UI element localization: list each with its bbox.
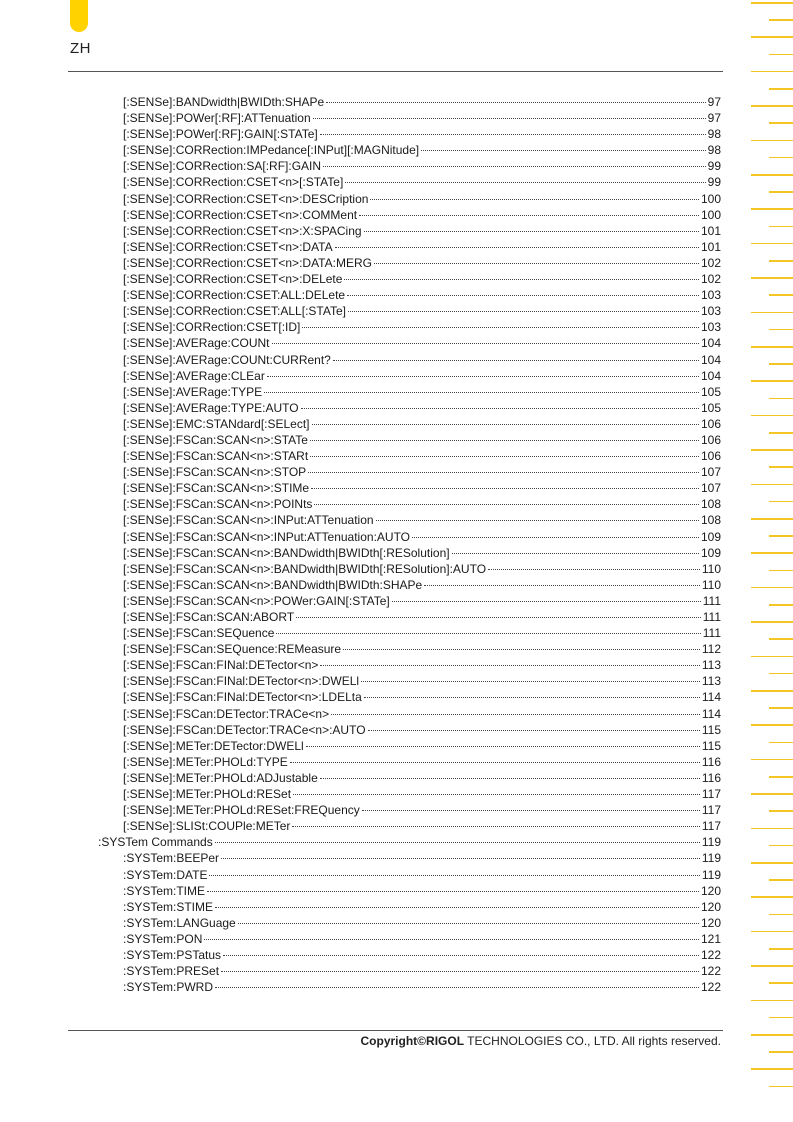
- toc-entry-title: :SYSTem:PSTatus: [123, 947, 222, 962]
- toc-entry-title: [:SENSe]:BANDwidth|BWIDth:SHAPe: [123, 95, 325, 109]
- toc-leader-dots: [361, 680, 700, 682]
- toc-entry[interactable]: [98, 770, 721, 786]
- toc-entry-title: [:SENSe]:FSCan:SEQuence: [123, 626, 275, 641]
- toc-entry[interactable]: [98, 561, 721, 577]
- toc-entry-title: [:SENSe]:CORRection:CSET:ALL[:STATe]: [123, 304, 346, 319]
- toc-entry[interactable]: [98, 931, 721, 947]
- toc-leader-dots: [364, 230, 699, 232]
- toc-leader-dots: [376, 519, 699, 521]
- toc-entry-title: [:SENSe]:FSCan:SCAN<n>:STATe: [123, 432, 308, 447]
- toc-page-number: 122: [700, 964, 721, 979]
- toc-entry[interactable]: [98, 689, 721, 705]
- toc-leader-dots: [207, 890, 699, 892]
- edge-tick: [751, 552, 793, 554]
- toc-entry[interactable]: [98, 319, 721, 335]
- edge-tick: [751, 690, 793, 692]
- edge-tick: [769, 879, 793, 881]
- toc-entry-title: [:SENSe]:FSCan:SCAN<n>:BANDwidth|BWIDth[:RESolution]: [123, 545, 450, 560]
- toc-page-number: 99: [707, 175, 721, 190]
- toc-leader-dots: [370, 198, 699, 200]
- toc-page-number: 122: [700, 947, 721, 962]
- toc-leader-dots: [313, 117, 706, 119]
- edge-tick: [769, 1051, 793, 1053]
- toc-page-number: 116: [701, 754, 721, 769]
- toc-entry-title: [:SENSe]:EMC:STANdard[:SELect]: [123, 416, 310, 431]
- toc-leader-dots: [301, 407, 699, 409]
- toc-entry-title: [:SENSe]:FSCan:SCAN<n>:BANDwidth|BWIDth:SHAPe: [123, 577, 423, 592]
- toc-page-number: 98: [707, 127, 721, 142]
- toc-page-number: 106: [700, 449, 721, 464]
- toc-entry-title: [:SENSe]:CORRection:CSET<n>:DELete: [123, 272, 343, 287]
- toc-entry-title: [:SENSe]:FSCan:SCAN<n>:POWer:GAIN[:STATe]: [123, 593, 390, 608]
- edge-tick: [751, 243, 793, 245]
- edge-tick: [751, 656, 793, 658]
- toc-page-number: 113: [701, 674, 721, 689]
- toc-page-number: 100: [700, 191, 721, 206]
- page-edge-ticks: [743, 0, 793, 1122]
- toc-page-number: 120: [700, 883, 721, 898]
- toc-entry[interactable]: [98, 384, 721, 400]
- edge-tick: [751, 724, 793, 726]
- edge-tick: [769, 294, 793, 296]
- toc-leader-dots: [347, 294, 699, 296]
- toc-page-number: 119: [701, 835, 721, 850]
- toc-page-number: 102: [700, 272, 721, 287]
- edge-tick: [769, 329, 793, 331]
- toc-page-number: 103: [700, 288, 721, 303]
- edge-tick: [769, 742, 793, 744]
- toc-entry[interactable]: [98, 255, 721, 271]
- toc-page-number: 108: [700, 497, 721, 512]
- toc-entry-title: [:SENSe]:AVERage:COUNt:CURRent?: [123, 352, 331, 367]
- toc-leader-dots: [221, 857, 700, 859]
- toc-entry-title: [:SENSe]:AVERage:CLEar: [123, 368, 265, 383]
- edge-tick: [751, 896, 793, 898]
- edge-tick: [769, 19, 793, 21]
- toc-leader-dots: [267, 375, 699, 377]
- toc-entry[interactable]: [98, 673, 721, 689]
- toc-page-number: 101: [700, 239, 721, 254]
- toc-entry[interactable]: [98, 625, 721, 641]
- toc-leader-dots: [392, 600, 701, 602]
- toc-entry-title: [:SENSe]:FSCan:FINal:DETector<n>:LDELta: [123, 690, 362, 705]
- edge-tick: [751, 828, 793, 830]
- toc-entry-title: [:SENSe]:FSCan:SCAN<n>:STARt: [123, 449, 309, 464]
- toc-entry[interactable]: [98, 947, 721, 963]
- toc-entry-title: :SYSTem:STIME: [123, 899, 214, 914]
- toc-entry[interactable]: [98, 867, 721, 883]
- toc-entry-title: [:SENSe]:FSCan:SCAN<n>:POINts: [123, 497, 313, 512]
- edge-tick: [769, 810, 793, 812]
- toc-leader-dots: [314, 503, 699, 505]
- toc-entry[interactable]: [98, 191, 721, 207]
- toc-leader-dots: [302, 326, 699, 328]
- edge-tick: [769, 1017, 793, 1019]
- toc-entry[interactable]: [98, 142, 721, 158]
- toc-page-number: 104: [700, 368, 721, 383]
- toc-entry-title: [:SENSe]:AVERage:COUNt: [123, 336, 270, 351]
- toc-entry-title: :SYSTem:LANGuage: [123, 915, 236, 930]
- edge-tick: [769, 1086, 793, 1088]
- copyright-notice: [361, 1034, 721, 1048]
- toc-entry[interactable]: [98, 416, 721, 432]
- toc-page-number: 117: [701, 819, 721, 834]
- toc-entry[interactable]: [98, 223, 721, 239]
- toc-page-number: 101: [700, 223, 721, 238]
- edge-tick: [751, 380, 793, 382]
- toc-leader-dots: [452, 552, 699, 554]
- edge-tick: [751, 415, 793, 417]
- toc-page-number: 117: [701, 787, 721, 802]
- toc-leader-dots: [331, 713, 700, 715]
- toc-page-number: 105: [700, 400, 721, 415]
- toc-page-number: 113: [701, 658, 721, 673]
- edge-tick: [769, 638, 793, 640]
- toc-entry-title: [:SENSe]:CORRection:CSET<n>:DATA: [123, 239, 333, 254]
- toc-entry-title: [:SENSe]:CORRection:CSET[:ID]: [123, 320, 301, 335]
- toc-entry[interactable]: [98, 818, 721, 834]
- toc-leader-dots: [264, 391, 699, 393]
- edge-tick: [751, 759, 793, 761]
- toc-page-number: 108: [700, 513, 721, 528]
- toc-page-number: 103: [700, 320, 721, 335]
- toc-entry[interactable]: [98, 786, 721, 802]
- toc-leader-dots: [272, 342, 699, 344]
- toc-entry[interactable]: [98, 512, 721, 528]
- toc-leader-dots: [345, 181, 705, 183]
- toc-page-number: 103: [700, 304, 721, 319]
- toc-page-number: 106: [700, 432, 721, 447]
- toc-entry[interactable]: [98, 496, 721, 512]
- table-of-contents: [98, 94, 721, 995]
- toc-page-number: 109: [700, 545, 721, 560]
- toc-page-number: 115: [701, 722, 721, 737]
- toc-leader-dots: [344, 278, 699, 280]
- edge-tick: [751, 965, 793, 967]
- toc-entry-title: [:SENSe]:POWer[:RF]:GAIN[:STATe]: [123, 127, 318, 142]
- toc-entry-title: [:SENSe]:CORRection:SA[:RF]:GAIN: [123, 159, 322, 174]
- edge-tick: [769, 501, 793, 503]
- toc-entry[interactable]: [98, 400, 721, 416]
- toc-entry[interactable]: [98, 448, 721, 464]
- toc-page-number: 107: [700, 481, 721, 496]
- edge-tick: [769, 122, 793, 124]
- toc-leader-dots: [209, 874, 699, 876]
- edge-tick: [769, 707, 793, 709]
- toc-page-number: 97: [707, 95, 721, 109]
- edge-tick: [769, 914, 793, 916]
- copyright-prefix: Copyright©: [360, 1034, 427, 1048]
- header-divider: [68, 71, 723, 72]
- toc-leader-dots: [320, 664, 699, 666]
- toc-page-number: 115: [701, 738, 721, 753]
- toc-leader-dots: [323, 165, 706, 167]
- edge-tick: [751, 1000, 793, 1002]
- toc-entry[interactable]: [98, 480, 721, 496]
- toc-page-number: 114: [701, 690, 721, 705]
- toc-entry-title: [:SENSe]:METer:PHOLd:ADJustable: [123, 770, 318, 785]
- toc-entry[interactable]: [98, 577, 721, 593]
- edge-tick: [751, 484, 793, 486]
- toc-entry[interactable]: [98, 545, 721, 561]
- edge-tick: [769, 363, 793, 365]
- toc-leader-dots: [424, 584, 700, 586]
- edge-tick: [751, 140, 793, 142]
- toc-page-number: 119: [701, 867, 721, 882]
- edge-tick: [769, 982, 793, 984]
- section-tab-marker: [70, 0, 88, 32]
- toc-entry-title: [:SENSe]:CORRection:CSET<n>:DATA:MERG: [123, 255, 372, 270]
- toc-leader-dots: [364, 696, 700, 698]
- toc-entry-title: [:SENSe]:METer:DETector:DWELl: [123, 738, 304, 753]
- toc-entry[interactable]: [98, 368, 721, 384]
- edge-tick: [769, 535, 793, 537]
- toc-page-number: 97: [707, 111, 721, 126]
- edge-tick: [769, 191, 793, 193]
- toc-entry-title: :SYSTem:DATE: [123, 867, 208, 882]
- toc-page-number: 116: [701, 770, 721, 785]
- language-label: ZH: [70, 40, 91, 57]
- toc-leader-dots: [296, 616, 701, 618]
- toc-entry-title: :SYSTem:TIME: [123, 883, 206, 898]
- toc-leader-dots: [223, 954, 699, 956]
- toc-entry[interactable]: [98, 94, 721, 110]
- toc-page-number: 111: [702, 610, 721, 624]
- edge-tick: [769, 604, 793, 606]
- toc-leader-dots: [343, 648, 700, 650]
- toc-entry[interactable]: [98, 287, 721, 303]
- edge-tick: [751, 277, 793, 279]
- toc-page-number: 117: [701, 803, 721, 818]
- toc-leader-dots: [348, 310, 699, 312]
- toc-leader-dots: [374, 262, 699, 264]
- toc-entry-title: [:SENSe]:CORRection:CSET<n>[:STATe]: [123, 175, 344, 190]
- toc-entry[interactable]: [98, 352, 721, 368]
- toc-page-number: 109: [700, 529, 721, 544]
- toc-entry[interactable]: [98, 609, 721, 625]
- toc-page-number: 120: [700, 899, 721, 914]
- toc-entry[interactable]: [98, 706, 721, 722]
- copyright-rest: TECHNOLOGIES CO., LTD. All rights reserved.: [464, 1034, 721, 1048]
- toc-entry[interactable]: [98, 883, 721, 899]
- toc-entry-title: [:SENSe]:METer:PHOLd:RESet:FREQuency: [123, 803, 360, 818]
- toc-page-number: 110: [701, 577, 721, 592]
- toc-leader-dots: [488, 568, 700, 570]
- toc-leader-dots: [412, 536, 699, 538]
- toc-leader-dots: [306, 745, 700, 747]
- toc-entry[interactable]: [98, 158, 721, 174]
- toc-entry[interactable]: [98, 174, 721, 190]
- edge-tick: [751, 312, 793, 314]
- toc-entry-title: [:SENSe]:CORRection:CSET:ALL:DELete: [123, 288, 346, 303]
- edge-tick: [751, 587, 793, 589]
- toc-entry[interactable]: [98, 303, 721, 319]
- toc-entry-title: [:SENSe]:FSCan:DETector:TRACe<n>:AUTO: [123, 722, 366, 737]
- edge-tick: [751, 1034, 793, 1036]
- toc-entry-title: [:SENSe]:FSCan:SCAN<n>:INPut:ATTenuation: [123, 513, 374, 528]
- toc-leader-dots: [421, 149, 706, 151]
- edge-tick: [769, 260, 793, 262]
- edge-tick: [769, 226, 793, 228]
- toc-page-number: 114: [701, 706, 721, 721]
- edge-tick: [769, 157, 793, 159]
- toc-entry-title: :SYSTem Commands: [98, 835, 213, 850]
- edge-tick: [751, 105, 793, 107]
- toc-entry-title: [:SENSe]:CORRection:CSET<n>:X:SPACing: [123, 223, 362, 238]
- toc-page-number: 121: [700, 931, 721, 946]
- toc-leader-dots: [276, 632, 700, 634]
- toc-page-number: 111: [702, 626, 721, 641]
- toc-entry-title: [:SENSe]:AVERage:TYPE: [123, 384, 263, 399]
- toc-entry-title: :SYSTem:PON: [123, 931, 203, 946]
- toc-entry[interactable]: [98, 432, 721, 448]
- toc-entry-title: [:SENSe]:CORRection:CSET<n>:COMMent: [123, 207, 358, 222]
- edge-tick: [751, 71, 793, 73]
- toc-entry-title: [:SENSe]:METer:PHOLd:TYPE: [123, 754, 288, 769]
- edge-tick: [769, 54, 793, 56]
- toc-leader-dots: [320, 133, 706, 135]
- edge-tick: [769, 88, 793, 90]
- edge-tick: [769, 845, 793, 847]
- toc-leader-dots: [238, 922, 699, 924]
- toc-entry[interactable]: [98, 963, 721, 979]
- toc-leader-dots: [221, 970, 699, 972]
- toc-entry[interactable]: [98, 126, 721, 142]
- edge-tick: [751, 621, 793, 623]
- toc-entry-title: [:SENSe]:FSCan:DETector:TRACe<n>: [123, 706, 330, 721]
- toc-entry-title: [:SENSe]:POWer[:RF]:ATTenuation: [123, 111, 311, 126]
- toc-entry-title: [:SENSe]:FSCan:SCAN:ABORT: [123, 610, 295, 624]
- toc-leader-dots: [320, 777, 700, 779]
- toc-leader-dots: [326, 101, 705, 103]
- toc-leader-dots: [311, 487, 699, 489]
- toc-leader-dots: [293, 793, 700, 795]
- toc-entry[interactable]: [98, 110, 721, 126]
- toc-entry[interactable]: [98, 529, 721, 545]
- toc-entry[interactable]: [98, 915, 721, 931]
- toc-page-number: 112: [701, 642, 721, 657]
- toc-entry[interactable]: [98, 754, 721, 770]
- toc-leader-dots: [335, 246, 699, 248]
- toc-leader-dots: [308, 471, 699, 473]
- edge-tick: [751, 36, 793, 38]
- toc-entry-title: [:SENSe]:FSCan:SEQuence:REMeasure: [123, 642, 342, 657]
- toc-page-number: 111: [702, 593, 721, 608]
- toc-entry-title: [:SENSe]:FSCan:SCAN<n>:STOP: [123, 465, 307, 480]
- edge-tick: [751, 449, 793, 451]
- toc-leader-dots: [215, 906, 699, 908]
- toc-entry[interactable]: [98, 738, 721, 754]
- toc-page-number: 105: [700, 384, 721, 399]
- toc-section-entry[interactable]: [98, 834, 721, 850]
- toc-entry[interactable]: [98, 207, 721, 223]
- edge-tick: [769, 673, 793, 675]
- toc-entry[interactable]: [98, 850, 721, 866]
- edge-tick: [751, 1068, 793, 1070]
- edge-tick: [751, 931, 793, 933]
- toc-page-number: 104: [700, 352, 721, 367]
- toc-leader-dots: [368, 729, 700, 731]
- toc-entry-title: [:SENSe]:FSCan:SCAN<n>:BANDwidth|BWIDth[:RESolution]:AUTO: [123, 561, 487, 576]
- edge-tick: [751, 174, 793, 176]
- toc-leader-dots: [290, 761, 700, 763]
- toc-entry[interactable]: [98, 464, 721, 480]
- toc-leader-dots: [362, 809, 700, 811]
- toc-page-number: 99: [707, 159, 721, 174]
- toc-leader-dots: [333, 359, 699, 361]
- toc-page-number: 106: [700, 416, 721, 431]
- edge-tick: [769, 398, 793, 400]
- toc-leader-dots: [310, 455, 699, 457]
- toc-entry-title: [:SENSe]:FSCan:SCAN<n>:STIMe: [123, 481, 310, 496]
- toc-page-number: 107: [700, 465, 721, 480]
- toc-entry-title: [:SENSe]:AVERage:TYPE:AUTO: [123, 400, 299, 415]
- toc-entry[interactable]: [98, 899, 721, 915]
- edge-tick: [751, 518, 793, 520]
- edge-tick: [751, 793, 793, 795]
- toc-leader-dots: [359, 214, 699, 216]
- toc-leader-dots: [310, 439, 699, 441]
- copyright-brand: RIGOL: [426, 1034, 465, 1048]
- toc-entry-title: :SYSTem:PRESet: [123, 964, 220, 979]
- toc-entry-title: :SYSTem:BEEPer: [123, 851, 220, 866]
- toc-entry-title: [:SENSe]:FSCan:FINal:DETector<n>: [123, 658, 319, 673]
- toc-entry[interactable]: [98, 641, 721, 657]
- toc-entry[interactable]: [98, 271, 721, 287]
- toc-entry-title: [:SENSe]:FSCan:FINal:DETector<n>:DWELl: [123, 674, 360, 689]
- toc-entry-title: [:SENSe]:CORRection:CSET<n>:DESCription: [123, 191, 369, 206]
- toc-page-number: 102: [700, 255, 721, 270]
- toc-page-number: 122: [700, 980, 721, 995]
- toc-page-number: 110: [701, 561, 721, 576]
- toc-entry-title: [:SENSe]:CORRection:IMPedance[:INPut][:MAGNitude]: [123, 143, 420, 158]
- toc-entry-title: [:SENSe]:METer:PHOLd:RESet: [123, 787, 292, 802]
- edge-tick: [751, 208, 793, 210]
- toc-entry[interactable]: [98, 802, 721, 818]
- toc-entry[interactable]: [98, 239, 721, 255]
- edge-tick: [751, 862, 793, 864]
- edge-tick: [751, 346, 793, 348]
- toc-page-number: 119: [701, 851, 721, 866]
- edge-tick: [769, 466, 793, 468]
- edge-tick: [769, 948, 793, 950]
- toc-entry[interactable]: [98, 722, 721, 738]
- footer-divider: [68, 1030, 723, 1031]
- toc-leader-dots: [215, 841, 700, 843]
- toc-leader-dots: [292, 825, 699, 827]
- toc-page-number: 104: [700, 336, 721, 351]
- toc-entry[interactable]: [98, 657, 721, 673]
- toc-entry-title: [:SENSe]:FSCan:SCAN<n>:INPut:ATTenuation:AUTO: [123, 529, 411, 544]
- toc-leader-dots: [312, 423, 699, 425]
- edge-tick: [751, 2, 793, 4]
- toc-entry-title: :SYSTem:PWRD: [123, 980, 214, 995]
- toc-leader-dots: [204, 938, 699, 940]
- toc-page-number: 100: [700, 207, 721, 222]
- toc-entry[interactable]: [98, 979, 721, 995]
- toc-entry[interactable]: [98, 335, 721, 351]
- toc-leader-dots: [215, 986, 699, 988]
- toc-entry[interactable]: [98, 593, 721, 609]
- edge-tick: [769, 776, 793, 778]
- toc-page-number: 98: [707, 143, 721, 158]
- edge-tick: [769, 570, 793, 572]
- toc-page-number: 120: [700, 915, 721, 930]
- edge-tick: [769, 432, 793, 434]
- toc-entry-title: [:SENSe]:SLISt:COUPle:METer: [123, 819, 291, 834]
